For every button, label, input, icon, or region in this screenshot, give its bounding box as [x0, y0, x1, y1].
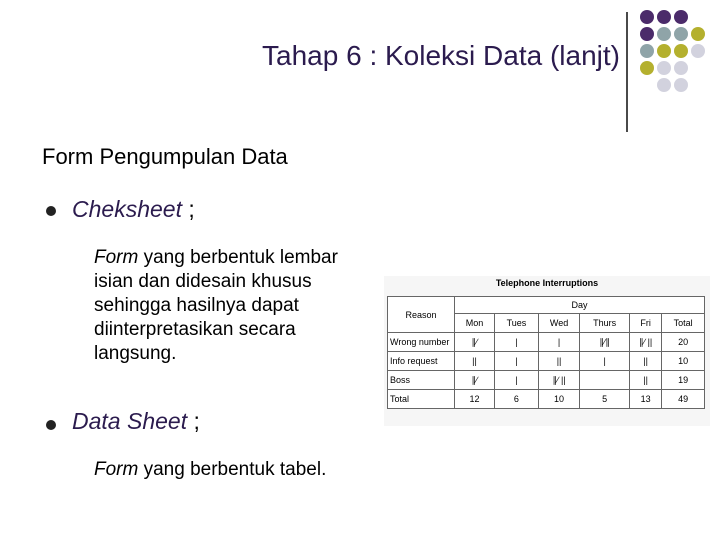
table-row — [388, 390, 705, 409]
row-reason: Total — [388, 390, 455, 409]
decorative-dot — [657, 78, 671, 92]
desc-line: yang berbentuk lembar — [143, 247, 338, 268]
column-header: Mon — [455, 314, 495, 333]
total-cell: 19 — [662, 371, 705, 390]
bullet-suffix: ; — [181, 196, 195, 222]
row-reason: Boss — [388, 371, 455, 390]
desc-line: isian dan didesain khusus — [94, 271, 312, 292]
tally-cell: ∥∕ || — [630, 333, 662, 352]
decorative-dot — [691, 44, 705, 58]
total-cell: 10 — [538, 390, 579, 409]
bullet-term: Data Sheet — [72, 408, 188, 434]
bullet-icon — [46, 206, 56, 216]
cheksheet-description — [94, 246, 414, 366]
bullet-cheksheet — [72, 196, 195, 223]
tally-cell: || — [538, 352, 579, 371]
desc-term: Form — [94, 247, 139, 268]
row-reason: Wrong number — [388, 333, 455, 352]
decorative-dot — [640, 44, 654, 58]
column-header: Thurs — [580, 314, 630, 333]
reason-header: Reason — [388, 297, 455, 333]
checksheet-title: Telephone Interruptions — [495, 278, 599, 288]
tally-cell: | — [494, 333, 538, 352]
decorative-dot — [640, 61, 654, 75]
column-header: Tues — [494, 314, 538, 333]
bullet-data-sheet — [72, 408, 200, 435]
bullet-icon — [46, 420, 56, 430]
title-divider — [626, 12, 628, 132]
column-header: Wed — [538, 314, 579, 333]
tally-cell: || — [630, 352, 662, 371]
bullet-suffix: ; — [187, 408, 200, 434]
bullet-term: Cheksheet — [72, 196, 182, 222]
decorative-dot — [657, 44, 671, 58]
decorative-dot — [657, 27, 671, 41]
tally-cell: || — [455, 352, 495, 371]
table-row — [388, 371, 705, 390]
tally-cell: ∥∕∥ — [580, 333, 630, 352]
desc-line: langsung. — [94, 343, 177, 364]
table-row — [388, 333, 705, 352]
tally-cell — [580, 371, 630, 390]
tally-cell: | — [494, 352, 538, 371]
desc-line: diinterpretasikan secara — [94, 319, 296, 340]
section-heading: Form Pengumpulan Data — [42, 144, 288, 169]
tally-cell: ∥∕ || — [538, 371, 579, 390]
decorative-dot — [657, 61, 671, 75]
desc-term: Form — [94, 459, 139, 480]
tally-cell: | — [580, 352, 630, 371]
slide-title: Tahap 6 : Koleksi Data (lanjt) — [262, 40, 620, 71]
decorative-dot — [674, 61, 688, 75]
decorative-dot — [640, 27, 654, 41]
tally-cell: | — [538, 333, 579, 352]
decorative-dot — [674, 10, 688, 24]
decorative-dot — [674, 27, 688, 41]
total-cell: 6 — [494, 390, 538, 409]
total-cell: 10 — [662, 352, 705, 371]
tally-cell: || — [630, 371, 662, 390]
checksheet-example — [384, 276, 710, 426]
decorative-dot — [657, 10, 671, 24]
column-header: Fri — [630, 314, 662, 333]
tally-cell: | — [494, 371, 538, 390]
decorative-dot — [691, 27, 705, 41]
data-sheet-description — [94, 458, 414, 482]
desc-line: sehingga hasilnya dapat — [94, 295, 299, 316]
decorative-dot — [640, 10, 654, 24]
total-cell: 49 — [662, 390, 705, 409]
table-row — [388, 352, 705, 371]
total-cell: 5 — [580, 390, 630, 409]
day-header: Day — [455, 297, 705, 314]
total-cell: 12 — [455, 390, 495, 409]
total-cell: 13 — [630, 390, 662, 409]
row-reason: Info request — [388, 352, 455, 371]
checksheet-table — [387, 296, 705, 409]
decorative-dot — [674, 44, 688, 58]
tally-cell: ∥∕ — [455, 371, 495, 390]
tally-cell: ∥∕ — [455, 333, 495, 352]
total-cell: 20 — [662, 333, 705, 352]
decorative-dot — [674, 78, 688, 92]
column-header: Total — [662, 314, 705, 333]
desc-line: yang berbentuk tabel. — [143, 459, 327, 480]
